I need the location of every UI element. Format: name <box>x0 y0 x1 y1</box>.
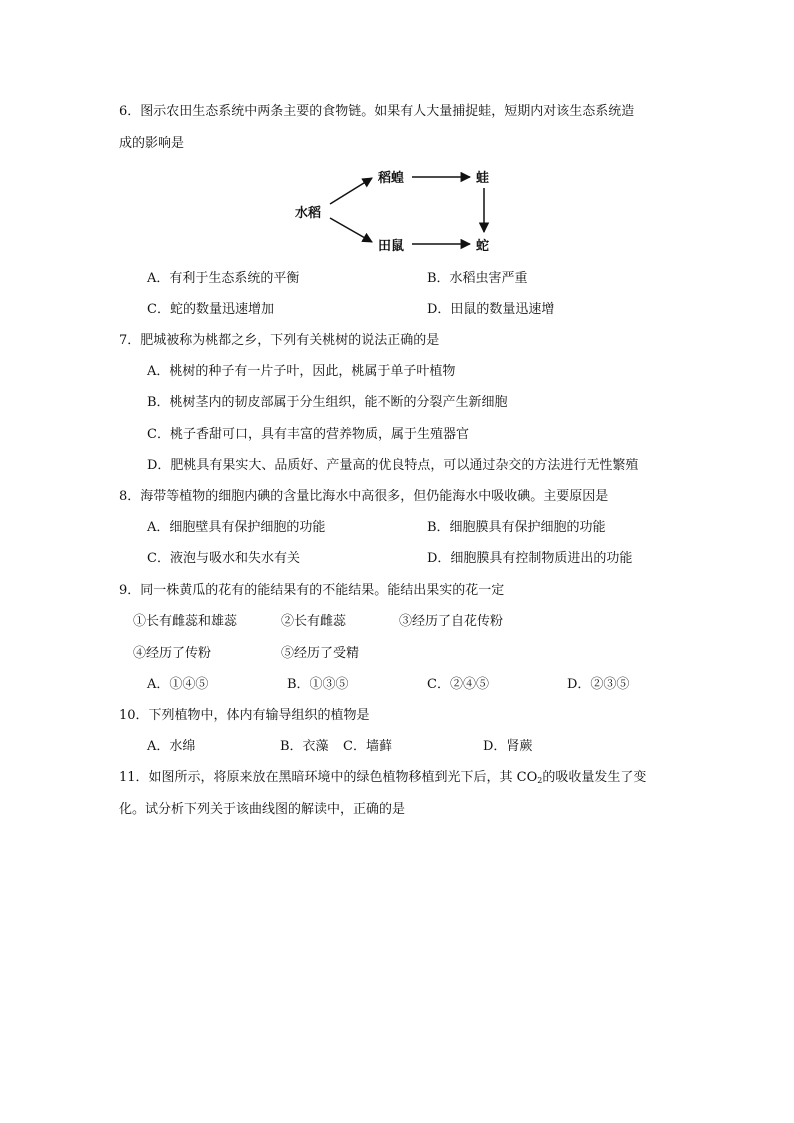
q10-option-b: B．衣藻 <box>280 739 329 754</box>
q11-co2-subscript: 2 <box>537 776 543 785</box>
q8-stem: 8．海带等植物的细胞内碘的含量比海水中高很多，但仍能海水中吸收碘。主要原因是 <box>119 489 609 504</box>
q6-option-b: B．水稻虫害严重 <box>427 271 528 286</box>
q11-line1-text: 11．如图所示，将原来放在黑暗环境中的绿色植物移植到光下后，其 CO <box>119 770 538 785</box>
q8-option-b: B．细胞膜具有保护细胞的功能 <box>427 520 606 535</box>
q8-option-d: D．细胞膜具有控制物质进出的功能 <box>427 551 633 566</box>
q9-item-4: ④经历了传粉 <box>133 646 212 661</box>
node-mouse: 田鼠 <box>378 239 405 254</box>
q11-stem-line1 <box>119 770 646 789</box>
arrow-rice-mouse <box>330 218 372 242</box>
q7-option-a: A．桃树的种子有一片子叶，因此，桃属于单子叶植物 <box>147 364 456 379</box>
q9-item-5: ⑤经历了受精 <box>281 646 360 661</box>
q6-option-a: A．有利于生态系统的平衡 <box>147 271 300 286</box>
q11-stem-line2: 化。试分析下列关于该曲线图的解读中，正确的是 <box>119 802 406 817</box>
food-chain-diagram <box>290 162 510 262</box>
node-snake: 蛇 <box>476 239 490 254</box>
q7-stem: 7．肥城被称为桃都之乡，下列有关桃树的说法正确的是 <box>119 333 440 348</box>
q9-option-d: D．②③⑤ <box>567 677 630 692</box>
node-frog: 蛙 <box>476 171 490 186</box>
q8-option-a: A．细胞壁具有保护细胞的功能 <box>147 520 326 535</box>
q9-item-1: ①长有雌蕊和雄蕊 <box>133 614 238 629</box>
q6-option-d: D．田鼠的数量迅速增 <box>427 302 555 317</box>
q9-item-3: ③经历了自花传粉 <box>399 614 504 629</box>
q6-stem-line1: 6．图示农田生态系统中两条主要的食物链。如果有人大量捕捉蛙，短期内对该生态系统造 <box>119 104 635 119</box>
q11-line1-tail: 的吸收量发生了变 <box>542 770 647 785</box>
q10-option-d: D．肾蕨 <box>483 739 533 754</box>
q9-option-c: C．②④⑤ <box>427 677 489 692</box>
q9-option-b: B．①③⑤ <box>287 677 349 692</box>
q9-item-2: ②长有雌蕊 <box>281 614 347 629</box>
node-locust: 稻蝗 <box>378 171 405 186</box>
q10-option-c: C．墙藓 <box>343 739 392 754</box>
q9-option-a: A．①④⑤ <box>147 677 209 692</box>
node-rice: 水稻 <box>295 206 322 221</box>
q7-option-c: C．桃子香甜可口，具有丰富的营养物质，属于生殖器官 <box>147 427 469 442</box>
q6-stem-line2: 成的影响是 <box>119 136 185 151</box>
q10-stem: 10．下列植物中，体内有输导组织的植物是 <box>119 708 370 723</box>
q9-stem: 9．同一株黄瓜的花有的能结果有的不能结果。能结出果实的花一定 <box>119 583 505 598</box>
q8-option-c: C．液泡与吸水和失水有关 <box>147 551 300 566</box>
q6-option-c: C．蛇的数量迅速增加 <box>147 302 274 317</box>
q7-option-d: D．肥桃具有果实大、品质好、产量高的优良特点，可以通过杂交的方法进行无性繁殖 <box>147 458 639 473</box>
arrow-rice-locust <box>330 178 372 204</box>
q10-option-a: A．水绵 <box>147 739 196 754</box>
q7-option-b: B．桃树茎内的韧皮部属于分生组织，能不断的分裂产生新细胞 <box>147 395 508 410</box>
